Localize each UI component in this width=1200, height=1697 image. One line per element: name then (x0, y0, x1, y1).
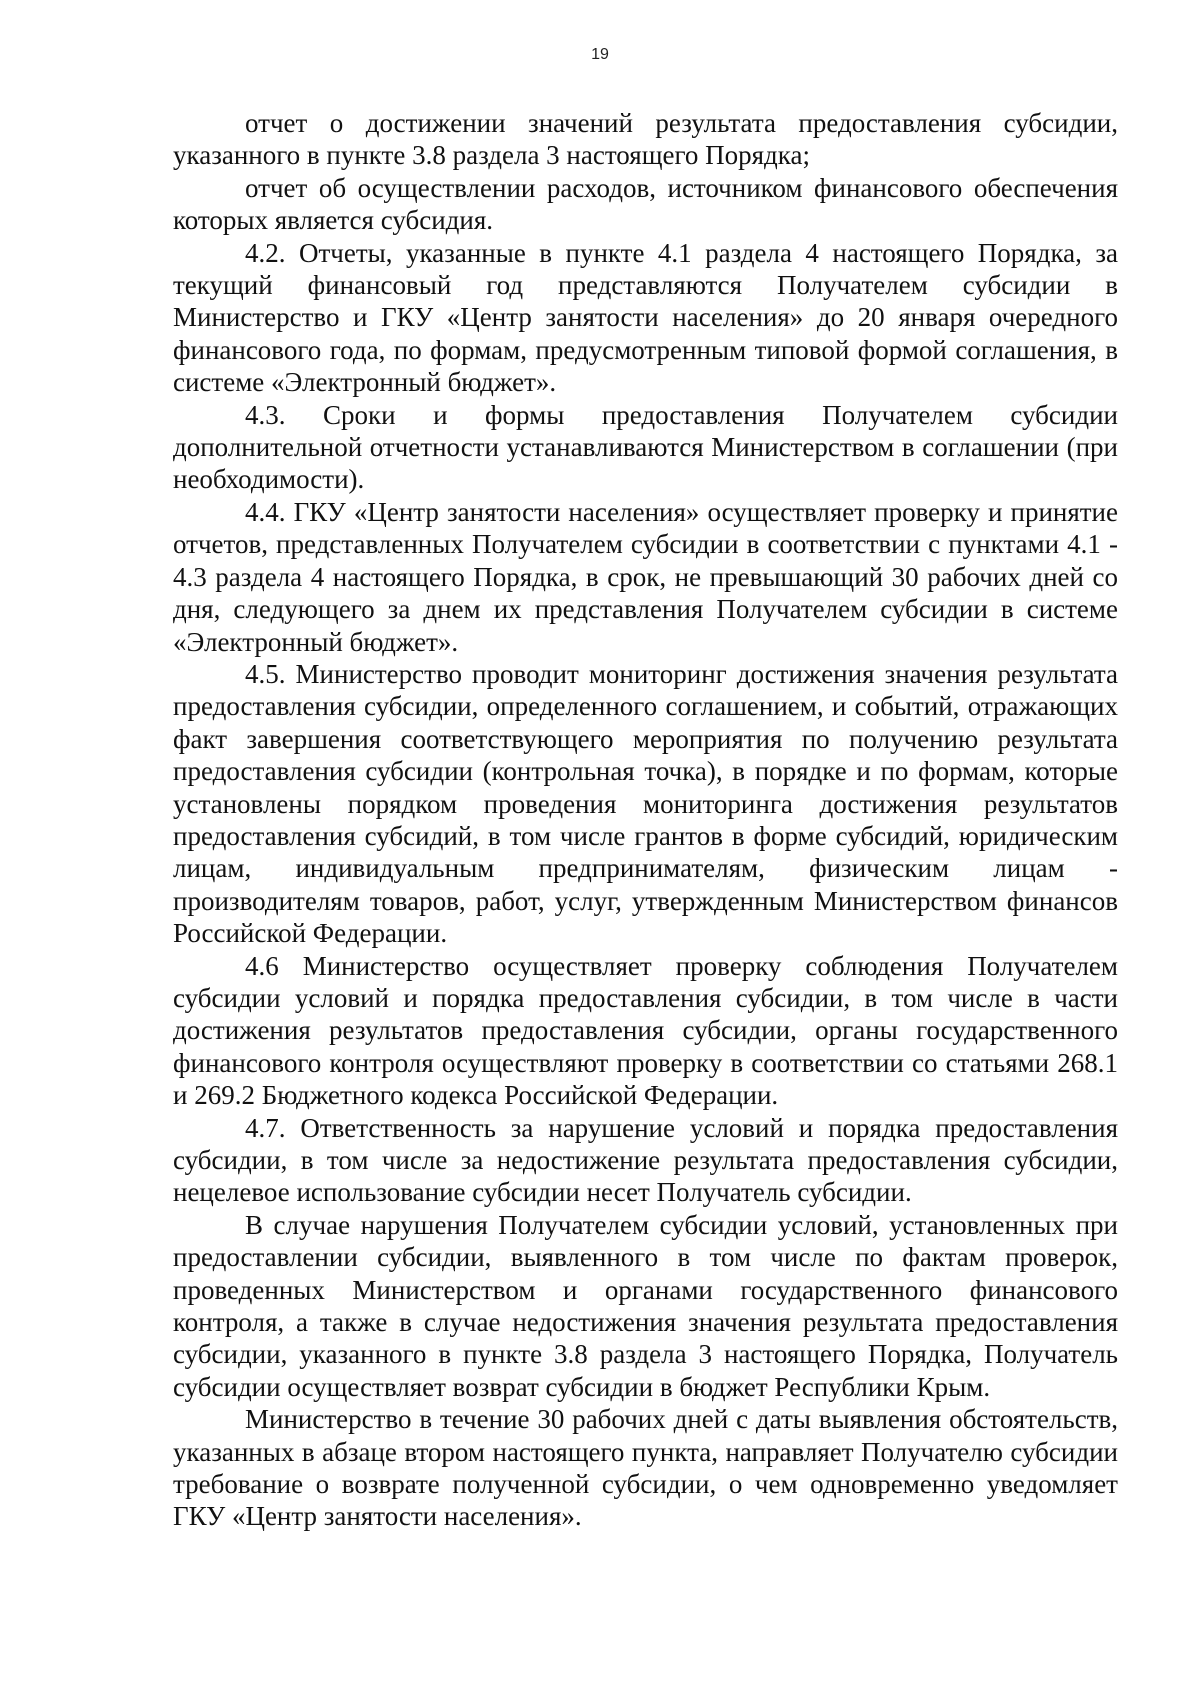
paragraph-4-6: 4.6 Министерство осуществляет проверку соблюдения Получателем субсидии условий и порядка предоставления субсидии, в том числе в части достижения результатов предоставления субсидии, органы государственного финансового контроля осуществляют проверку в соответствии со статьями 268.1 и 269.2 Бюджетного кодекса Российской Федерации. (173, 950, 1118, 1111)
paragraph-violation-refund: В случае нарушения Получателем субсидии условий, установленных при предоставлении субсидии, выявленного в том числе по фактам проверок, проведенных Министерством и органами государственного финансового контроля, а также в случае недостижения значения результата предоставления субсидии, указанного в пункте 3.8 раздела 3 настоящего Порядка, Получатель субсидии осуществляет возврат субсидии в бюджет Республики Крым. (173, 1209, 1118, 1402)
paragraph-4-4: 4.4. ГКУ «Центр занятости населения» осуществляет проверку и принятие отчетов, представленных Получателем субсидии в соответствии с пунктами 4.1 - 4.3 раздела 4 настоящего Порядка, в срок, не превышающий 30 рабочих дней со дня, следующего за днем их представления Получателем субсидии в системе «Электронный бюджет». (173, 496, 1118, 657)
paragraph-4-2: 4.2. Отчеты, указанные в пункте 4.1 раздела 4 настоящего Порядка, за текущий финансовый год представляются Получателем субсидии в Министерство и ГКУ «Центр занятости населения» до 20 января очередного финансового года, по формам, предусмотренным типовой формой соглашения, в системе «Электронный бюджет». (173, 237, 1118, 398)
paragraph-report-results: отчет о достижении значений результата предоставления субсидии, указанного в пункте 3.8 раздела 3 настоящего Порядка; (173, 108, 1118, 171)
paragraph-refund-demand: Министерство в течение 30 рабочих дней с даты выявления обстоятельств, указанных в абзаце втором настоящего пункта, направляет Получателю субсидии требование о возврате полученной субсидии, о чем одновременно уведомляет ГКУ «Центр занятости населения». (173, 1404, 1118, 1532)
paragraph-report-expenses: отчет об осуществлении расходов, источником финансового обеспечения которых является субсидия. (173, 172, 1118, 236)
page-number: 19 (591, 46, 609, 63)
paragraph-4-3: 4.3. Сроки и формы предоставления Получателем субсидии дополнительной отчетности устанавливаются Министерством в соглашении (при необходимости). (173, 399, 1118, 495)
document-body (173, 107, 1118, 1533)
paragraph-4-7: 4.7. Ответственность за нарушение условий и порядка предоставления субсидии, в том числе за недостижение результата предоставления субсидии, нецелевое использование субсидии несет Получатель субсидии. (173, 1112, 1118, 1208)
paragraph-4-5: 4.5. Министерство проводит мониторинг достижения значения результата предоставления субсидии, определенного соглашением, и событий, отражающих факт завершения соответствующего мероприятия по получению результата предоставления субсидии (контрольная точка), в порядке и по формам, которые установлены порядком проведения мониторинга достижения результатов предоставления субсидий, в том числе грантов в форме субсидий, юридическим лицам, индивидуальным предпринимателям, физическим лицам - производителям товаров, работ, услуг, утвержденным Министерством финансов Российской Федерации. (173, 658, 1118, 949)
